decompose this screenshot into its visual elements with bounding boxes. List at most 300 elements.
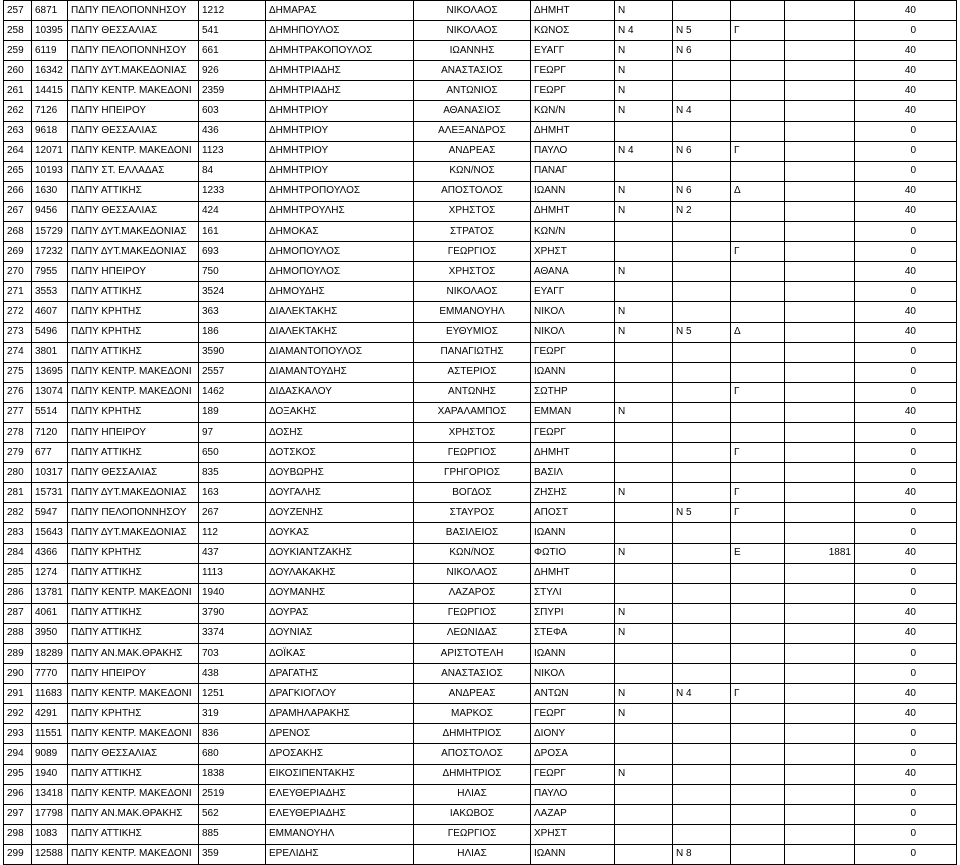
- cell-row-number: 291: [4, 684, 32, 704]
- cell-first-name: ΓΕΩΡΓΙΟΣ: [414, 242, 531, 262]
- cell-region: ΠΔΠΥ ΚΕΝΤΡ. ΜΑΚΕΔΟΝΙ: [68, 382, 199, 402]
- cell-row-number: 257: [4, 1, 32, 21]
- cell-points: 40: [855, 302, 957, 322]
- cell-flag-b: [673, 242, 731, 262]
- cell-category: [731, 744, 785, 764]
- cell-category: Γ: [731, 21, 785, 41]
- cell-region: ΠΔΠΥ ΔΥΤ.ΜΑΚΕΔΟΝΙΑΣ: [68, 523, 199, 543]
- cell-flag-b: [673, 804, 731, 824]
- table-row: [4, 422, 957, 442]
- cell-points: 0: [855, 422, 957, 442]
- cell-year: [785, 201, 855, 221]
- cell-father-name: ΣΠΥΡΙ: [531, 603, 615, 623]
- cell-flag-a: [615, 824, 673, 844]
- cell-flag-a: Ν: [615, 201, 673, 221]
- table-row: [4, 161, 957, 181]
- cell-region: ΠΔΠΥ ΠΕΛΟΠΟΝΝΗΣΟΥ: [68, 503, 199, 523]
- cell-flag-a: Ν: [615, 101, 673, 121]
- table-row: [4, 362, 957, 382]
- cell-year: [785, 563, 855, 583]
- cell-father-name: ΙΩΑΝΝ: [531, 362, 615, 382]
- cell-surname: ΔΗΜΗΠΟΥΛΟΣ: [266, 21, 414, 41]
- cell-region: ΠΔΠΥ ΠΕΛΟΠΟΝΝΗΣΟΥ: [68, 1, 199, 21]
- table-row: [4, 483, 957, 503]
- cell-region: ΠΔΠΥ ΑΤΤΙΚΗΣ: [68, 563, 199, 583]
- cell-father-name: ΓΕΩΡΓ: [531, 81, 615, 101]
- cell-code: 562: [199, 804, 266, 824]
- cell-record-id: 9089: [32, 744, 68, 764]
- cell-father-name: ΔΗΜΗΤ: [531, 443, 615, 463]
- cell-year: [785, 443, 855, 463]
- cell-region: ΠΔΠΥ ΚΕΝΤΡ. ΜΑΚΕΔΟΝΙ: [68, 141, 199, 161]
- cell-surname: ΔΟΞΑΚΗΣ: [266, 402, 414, 422]
- cell-points: 0: [855, 121, 957, 141]
- cell-father-name: ΔΗΜΗΤ: [531, 201, 615, 221]
- cell-category: [731, 222, 785, 242]
- cell-record-id: 1940: [32, 764, 68, 784]
- cell-first-name: ΓΕΩΡΓΙΟΣ: [414, 824, 531, 844]
- cell-record-id: 12588: [32, 844, 68, 864]
- table-row: [4, 1, 957, 21]
- cell-flag-b: Ν 6: [673, 141, 731, 161]
- cell-flag-b: [673, 583, 731, 603]
- cell-first-name: ΒΑΣΙΛΕΙΟΣ: [414, 523, 531, 543]
- table-row: [4, 382, 957, 402]
- cell-code: 2519: [199, 784, 266, 804]
- cell-first-name: ΑΝΑΣΤΑΣΙΟΣ: [414, 664, 531, 684]
- cell-category: [731, 704, 785, 724]
- cell-flag-a: [615, 342, 673, 362]
- cell-surname: ΔΟΣΗΣ: [266, 422, 414, 442]
- cell-record-id: 15643: [32, 523, 68, 543]
- cell-category: [731, 262, 785, 282]
- cell-flag-b: [673, 463, 731, 483]
- cell-row-number: 289: [4, 644, 32, 664]
- cell-code: 3790: [199, 603, 266, 623]
- cell-flag-a: [615, 583, 673, 603]
- cell-flag-a: [615, 161, 673, 181]
- cell-father-name: ΙΩΑΝΝ: [531, 523, 615, 543]
- cell-flag-a: [615, 844, 673, 864]
- cell-record-id: 15729: [32, 222, 68, 242]
- cell-father-name: ΙΩΑΝΝ: [531, 844, 615, 864]
- cell-category: [731, 402, 785, 422]
- table-row: [4, 342, 957, 362]
- cell-first-name: ΑΝΔΡΕΑΣ: [414, 141, 531, 161]
- cell-row-number: 267: [4, 201, 32, 221]
- cell-row-number: 259: [4, 41, 32, 61]
- cell-surname: ΕΛΕΥΘΕΡΙΑΔΗΣ: [266, 804, 414, 824]
- cell-flag-b: [673, 764, 731, 784]
- cell-region: ΠΔΠΥ ΘΕΣΣΑΛΙΑΣ: [68, 21, 199, 41]
- cell-row-number: 294: [4, 744, 32, 764]
- cell-row-number: 270: [4, 262, 32, 282]
- cell-surname: ΔΡΟΣΑΚΗΣ: [266, 744, 414, 764]
- cell-flag-a: Ν: [615, 483, 673, 503]
- cell-flag-b: Ν 5: [673, 21, 731, 41]
- cell-region: ΠΔΠΥ ΘΕΣΣΑΛΙΑΣ: [68, 121, 199, 141]
- cell-flag-a: [615, 443, 673, 463]
- cell-code: 189: [199, 402, 266, 422]
- records-table-body: [4, 1, 957, 865]
- cell-record-id: 3801: [32, 342, 68, 362]
- cell-points: 0: [855, 161, 957, 181]
- cell-first-name: ΙΩΑΝΝΗΣ: [414, 41, 531, 61]
- cell-region: ΠΔΠΥ ΚΡΗΤΗΣ: [68, 302, 199, 322]
- cell-row-number: 284: [4, 543, 32, 563]
- cell-flag-a: [615, 664, 673, 684]
- cell-surname: ΔΙΑΛΕΚΤΑΚΗΣ: [266, 322, 414, 342]
- table-row: [4, 101, 957, 121]
- cell-father-name: ΓΕΩΡΓ: [531, 422, 615, 442]
- cell-category: [731, 201, 785, 221]
- cell-surname: ΔΗΜΟΠΟΥΛΟΣ: [266, 242, 414, 262]
- cell-year: [785, 101, 855, 121]
- cell-first-name: ΛΕΩΝΙΔΑΣ: [414, 623, 531, 643]
- cell-record-id: 677: [32, 443, 68, 463]
- cell-category: [731, 1, 785, 21]
- cell-flag-a: Ν: [615, 402, 673, 422]
- cell-category: [731, 523, 785, 543]
- cell-father-name: ΠΑΥΛΟ: [531, 141, 615, 161]
- cell-flag-b: [673, 824, 731, 844]
- cell-flag-a: [615, 804, 673, 824]
- cell-flag-b: [673, 282, 731, 302]
- cell-row-number: 265: [4, 161, 32, 181]
- cell-first-name: ΕΥΘΥΜΙΟΣ: [414, 322, 531, 342]
- cell-father-name: ΚΩΝ/Ν: [531, 222, 615, 242]
- cell-record-id: 6119: [32, 41, 68, 61]
- cell-region: ΠΔΠΥ ΑΤΤΙΚΗΣ: [68, 623, 199, 643]
- cell-category: [731, 362, 785, 382]
- cell-first-name: ΑΝΑΣΤΑΣΙΟΣ: [414, 61, 531, 81]
- table-row: [4, 603, 957, 623]
- cell-category: Δ: [731, 322, 785, 342]
- cell-flag-a: [615, 724, 673, 744]
- cell-year: [785, 583, 855, 603]
- cell-region: ΠΔΠΥ ΑΤΤΙΚΗΣ: [68, 824, 199, 844]
- table-row: [4, 222, 957, 242]
- cell-flag-b: [673, 543, 731, 563]
- cell-row-number: 297: [4, 804, 32, 824]
- cell-year: [785, 141, 855, 161]
- cell-code: 3590: [199, 342, 266, 362]
- cell-flag-a: [615, 222, 673, 242]
- cell-region: ΠΔΠΥ ΚΡΗΤΗΣ: [68, 402, 199, 422]
- cell-year: [785, 161, 855, 181]
- cell-record-id: 13695: [32, 362, 68, 382]
- cell-father-name: ΠΑΝΑΓ: [531, 161, 615, 181]
- cell-year: [785, 503, 855, 523]
- cell-first-name: ΣΤΡΑΤΟΣ: [414, 222, 531, 242]
- cell-record-id: 18289: [32, 644, 68, 664]
- cell-region: ΠΔΠΥ ΑΝ.ΜΑΚ.ΘΡΑΚΗΣ: [68, 804, 199, 824]
- cell-year: [785, 342, 855, 362]
- table-row: [4, 81, 957, 101]
- cell-year: [785, 764, 855, 784]
- table-row: [4, 764, 957, 784]
- cell-region: ΠΔΠΥ ΚΕΝΤΡ. ΜΑΚΕΔΟΝΙ: [68, 362, 199, 382]
- table-row: [4, 563, 957, 583]
- cell-category: Δ: [731, 181, 785, 201]
- cell-first-name: ΠΑΝΑΓΙΩΤΗΣ: [414, 342, 531, 362]
- table-row: [4, 704, 957, 724]
- cell-year: [785, 362, 855, 382]
- cell-region: ΠΔΠΥ ΑΤΤΙΚΗΣ: [68, 342, 199, 362]
- cell-surname: ΔΡΑΜΗΛΑΡΑΚΗΣ: [266, 704, 414, 724]
- cell-code: 661: [199, 41, 266, 61]
- cell-first-name: ΛΑΖΑΡΟΣ: [414, 583, 531, 603]
- cell-father-name: ΣΤΕΦΑ: [531, 623, 615, 643]
- cell-first-name: ΝΙΚΟΛΑΟΣ: [414, 21, 531, 41]
- cell-first-name: ΣΤΑΥΡΟΣ: [414, 503, 531, 523]
- cell-region: ΠΔΠΥ ΑΤΤΙΚΗΣ: [68, 181, 199, 201]
- cell-record-id: 3950: [32, 623, 68, 643]
- cell-record-id: 5947: [32, 503, 68, 523]
- cell-flag-b: [673, 644, 731, 664]
- cell-points: 0: [855, 784, 957, 804]
- cell-surname: ΔΗΜΟΚΑΣ: [266, 222, 414, 242]
- cell-code: 750: [199, 262, 266, 282]
- table-row: [4, 784, 957, 804]
- cell-flag-b: [673, 342, 731, 362]
- cell-row-number: 271: [4, 282, 32, 302]
- cell-points: 0: [855, 141, 957, 161]
- cell-flag-a: Ν: [615, 623, 673, 643]
- cell-year: [785, 1, 855, 21]
- cell-category: [731, 161, 785, 181]
- cell-surname: ΔΗΜΗΤΡΟΠΟΥΛΟΣ: [266, 181, 414, 201]
- cell-points: 0: [855, 362, 957, 382]
- cell-surname: ΔΟΥΚΙΑΝΤΖΑΚΗΣ: [266, 543, 414, 563]
- cell-points: 40: [855, 704, 957, 724]
- cell-category: [731, 563, 785, 583]
- cell-flag-a: Ν: [615, 603, 673, 623]
- cell-row-number: 295: [4, 764, 32, 784]
- cell-flag-a: [615, 784, 673, 804]
- cell-row-number: 290: [4, 664, 32, 684]
- table-row: [4, 804, 957, 824]
- table-row: [4, 402, 957, 422]
- cell-region: ΠΔΠΥ ΔΥΤ.ΜΑΚΕΔΟΝΙΑΣ: [68, 222, 199, 242]
- table-row: [4, 543, 957, 563]
- cell-code: 2557: [199, 362, 266, 382]
- cell-category: [731, 583, 785, 603]
- cell-father-name: ΒΑΣΙΛ: [531, 463, 615, 483]
- cell-flag-a: [615, 121, 673, 141]
- cell-code: 703: [199, 644, 266, 664]
- cell-flag-b: [673, 744, 731, 764]
- cell-row-number: 274: [4, 342, 32, 362]
- cell-points: 0: [855, 844, 957, 864]
- cell-flag-b: [673, 483, 731, 503]
- cell-flag-b: Ν 5: [673, 322, 731, 342]
- cell-flag-a: Ν 4: [615, 21, 673, 41]
- cell-record-id: 11683: [32, 684, 68, 704]
- cell-father-name: ΙΩΑΝΝ: [531, 181, 615, 201]
- cell-father-name: ΧΡΗΣΤ: [531, 242, 615, 262]
- cell-category: [731, 302, 785, 322]
- cell-points: 40: [855, 61, 957, 81]
- cell-father-name: ΔΗΜΗΤ: [531, 1, 615, 21]
- cell-row-number: 279: [4, 443, 32, 463]
- cell-year: [785, 322, 855, 342]
- cell-flag-b: [673, 784, 731, 804]
- cell-surname: ΔΟΥΛΑΚΑΚΗΣ: [266, 563, 414, 583]
- cell-flag-a: Ν: [615, 764, 673, 784]
- cell-year: [785, 664, 855, 684]
- cell-first-name: ΓΡΗΓΟΡΙΟΣ: [414, 463, 531, 483]
- cell-record-id: 4366: [32, 543, 68, 563]
- cell-category: [731, 644, 785, 664]
- cell-first-name: ΜΑΡΚΟΣ: [414, 704, 531, 724]
- cell-record-id: 1083: [32, 824, 68, 844]
- cell-first-name: ΝΙΚΟΛΑΟΣ: [414, 1, 531, 21]
- cell-region: ΠΔΠΥ ΑΝ.ΜΑΚ.ΘΡΑΚΗΣ: [68, 644, 199, 664]
- table-row: [4, 844, 957, 864]
- cell-flag-a: Ν: [615, 322, 673, 342]
- cell-code: 1233: [199, 181, 266, 201]
- cell-row-number: 298: [4, 824, 32, 844]
- cell-points: 40: [855, 262, 957, 282]
- cell-first-name: ΑΝΤΩΝΙΟΣ: [414, 81, 531, 101]
- cell-flag-a: Ν: [615, 302, 673, 322]
- cell-code: 926: [199, 61, 266, 81]
- cell-category: Γ: [731, 443, 785, 463]
- cell-year: [785, 724, 855, 744]
- cell-surname: ΕΙΚΟΣΙΠΕΝΤΑΚΗΣ: [266, 764, 414, 784]
- cell-points: 0: [855, 804, 957, 824]
- cell-father-name: ΧΡΗΣΤ: [531, 824, 615, 844]
- cell-record-id: 17798: [32, 804, 68, 824]
- cell-father-name: ΑΘΑΝΑ: [531, 262, 615, 282]
- cell-flag-b: [673, 664, 731, 684]
- cell-row-number: 277: [4, 402, 32, 422]
- cell-points: 0: [855, 824, 957, 844]
- cell-points: 40: [855, 684, 957, 704]
- cell-year: [785, 844, 855, 864]
- cell-surname: ΔΗΜΑΡΑΣ: [266, 1, 414, 21]
- cell-points: 0: [855, 563, 957, 583]
- cell-first-name: ΝΙΚΟΛΑΟΣ: [414, 282, 531, 302]
- cell-code: 437: [199, 543, 266, 563]
- cell-flag-b: [673, 402, 731, 422]
- cell-points: 0: [855, 222, 957, 242]
- cell-father-name: ΕΥΑΓΓ: [531, 282, 615, 302]
- cell-flag-a: Ν 4: [615, 141, 673, 161]
- cell-region: ΠΔΠΥ ΗΠΕΙΡΟΥ: [68, 262, 199, 282]
- cell-first-name: ΑΝΔΡΕΑΣ: [414, 684, 531, 704]
- cell-father-name: ΠΑΥΛΟ: [531, 784, 615, 804]
- cell-flag-a: Ν: [615, 81, 673, 101]
- cell-first-name: ΑΠΟΣΤΟΛΟΣ: [414, 181, 531, 201]
- table-row: [4, 523, 957, 543]
- cell-code: 438: [199, 664, 266, 684]
- cell-father-name: ΙΩΑΝΝ: [531, 644, 615, 664]
- cell-flag-b: [673, 724, 731, 744]
- cell-surname: ΔΟΥΒΩΡΗΣ: [266, 463, 414, 483]
- cell-flag-b: [673, 121, 731, 141]
- cell-region: ΠΔΠΥ ΑΤΤΙΚΗΣ: [68, 282, 199, 302]
- cell-surname: ΔΗΜΗΤΡΙΑΔΗΣ: [266, 81, 414, 101]
- cell-flag-a: Ν: [615, 41, 673, 61]
- cell-points: 0: [855, 242, 957, 262]
- cell-flag-a: [615, 282, 673, 302]
- cell-surname: ΔΙΔΑΣΚΑΛΟΥ: [266, 382, 414, 402]
- cell-record-id: 13074: [32, 382, 68, 402]
- cell-code: 680: [199, 744, 266, 764]
- cell-region: ΠΔΠΥ ΔΥΤ.ΜΑΚΕΔΟΝΙΑΣ: [68, 242, 199, 262]
- cell-row-number: 268: [4, 222, 32, 242]
- cell-first-name: ΗΛΙΑΣ: [414, 844, 531, 864]
- cell-surname: ΔΟΪΚΑΣ: [266, 644, 414, 664]
- table-row: [4, 443, 957, 463]
- cell-flag-a: [615, 744, 673, 764]
- cell-father-name: ΚΩΝΟΣ: [531, 21, 615, 41]
- cell-category: [731, 61, 785, 81]
- cell-surname: ΔΙΑΛΕΚΤΑΚΗΣ: [266, 302, 414, 322]
- cell-region: ΠΔΠΥ ΘΕΣΣΑΛΙΑΣ: [68, 463, 199, 483]
- cell-category: [731, 623, 785, 643]
- table-row: [4, 503, 957, 523]
- cell-father-name: ΔΙΟΝΥ: [531, 724, 615, 744]
- cell-row-number: 258: [4, 21, 32, 41]
- table-row: [4, 664, 957, 684]
- cell-category: [731, 724, 785, 744]
- cell-year: [785, 684, 855, 704]
- cell-code: 319: [199, 704, 266, 724]
- cell-surname: ΔΗΜΗΤΡΑΚΟΠΟΥΛΟΣ: [266, 41, 414, 61]
- cell-record-id: 11551: [32, 724, 68, 744]
- table-row: [4, 744, 957, 764]
- cell-record-id: 10193: [32, 161, 68, 181]
- cell-record-id: 4291: [32, 704, 68, 724]
- cell-father-name: ΝΙΚΟΛ: [531, 322, 615, 342]
- cell-first-name: ΧΑΡΑΛΑΜΠΟΣ: [414, 402, 531, 422]
- table-row: [4, 322, 957, 342]
- cell-category: [731, 804, 785, 824]
- cell-flag-a: Ν: [615, 262, 673, 282]
- cell-flag-b: Ν 4: [673, 684, 731, 704]
- cell-year: [785, 704, 855, 724]
- cell-surname: ΔΟΥΡΑΣ: [266, 603, 414, 623]
- table-row: [4, 463, 957, 483]
- cell-code: 885: [199, 824, 266, 844]
- cell-region: ΠΔΠΥ ΘΕΣΣΑΛΙΑΣ: [68, 744, 199, 764]
- cell-code: 835: [199, 463, 266, 483]
- cell-row-number: 261: [4, 81, 32, 101]
- cell-surname: ΔΡΑΓΑΤΗΣ: [266, 664, 414, 684]
- table-row: [4, 61, 957, 81]
- cell-flag-b: [673, 603, 731, 623]
- cell-surname: ΔΗΜΗΤΡΙΟΥ: [266, 121, 414, 141]
- cell-flag-a: [615, 523, 673, 543]
- cell-first-name: ΧΡΗΣΤΟΣ: [414, 422, 531, 442]
- cell-surname: ΕΜΜΑΝΟΥΗΛ: [266, 824, 414, 844]
- cell-category: [731, 81, 785, 101]
- cell-code: 267: [199, 503, 266, 523]
- cell-region: ΠΔΠΥ ΚΕΝΤΡ. ΜΑΚΕΔΟΝΙ: [68, 81, 199, 101]
- cell-surname: ΔΡΕΝΟΣ: [266, 724, 414, 744]
- cell-code: 1462: [199, 382, 266, 402]
- cell-flag-b: [673, 623, 731, 643]
- table-row: [4, 302, 957, 322]
- table-row: [4, 242, 957, 262]
- cell-code: 1212: [199, 1, 266, 21]
- cell-record-id: 13418: [32, 784, 68, 804]
- cell-record-id: 4607: [32, 302, 68, 322]
- table-row: [4, 644, 957, 664]
